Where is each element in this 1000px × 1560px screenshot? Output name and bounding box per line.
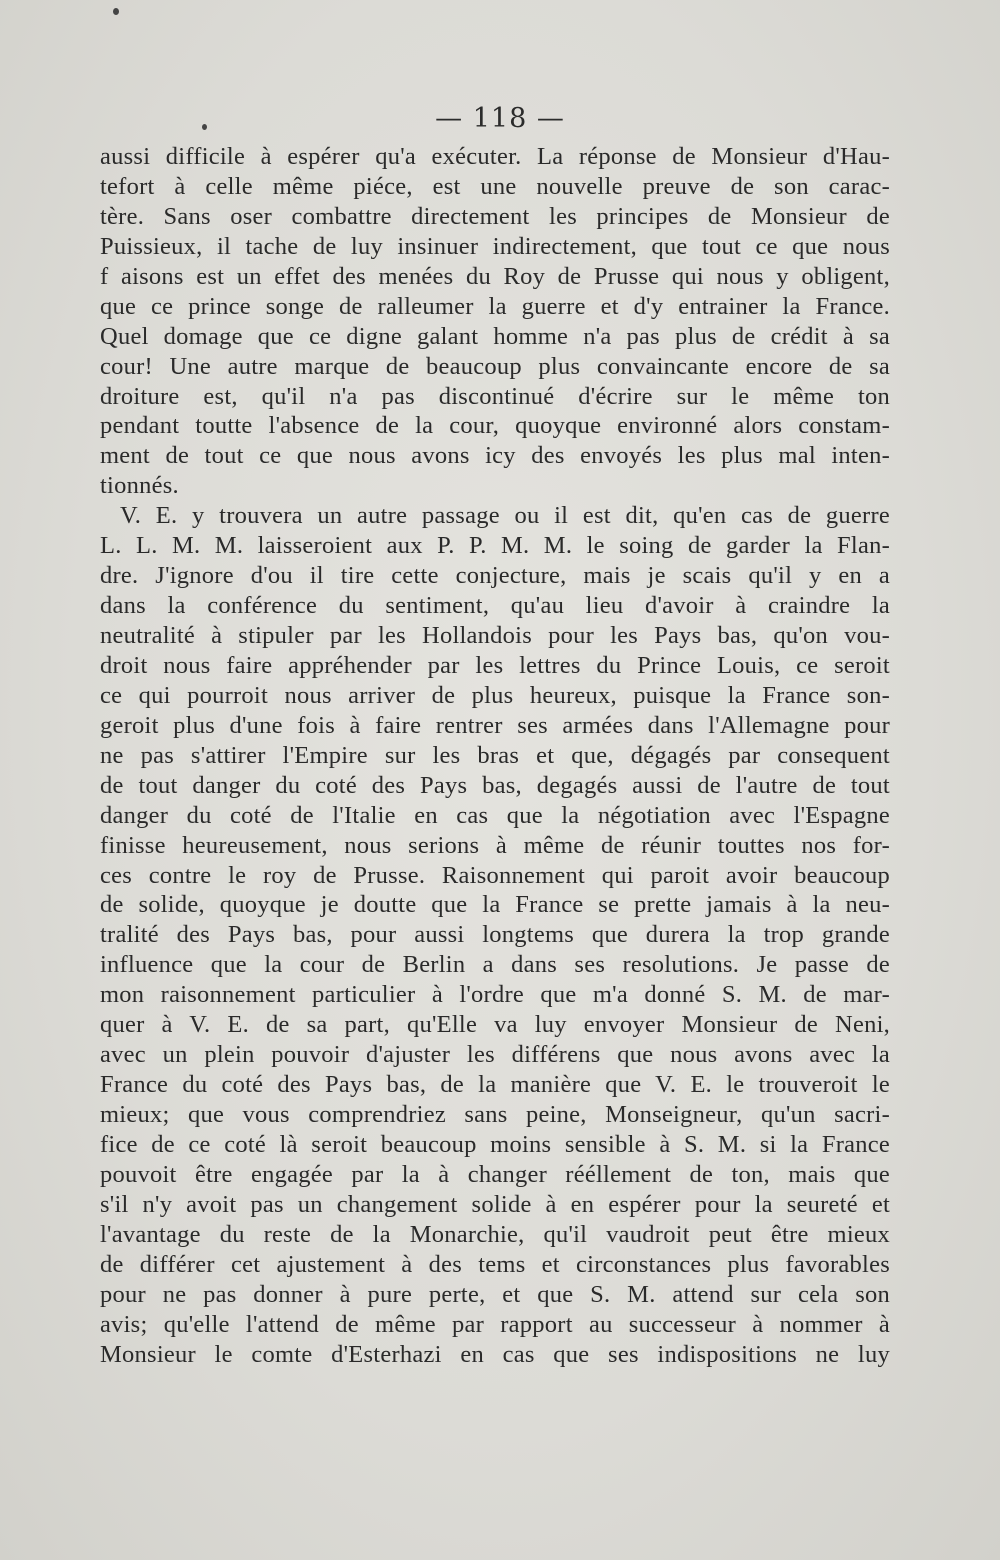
text-line: avis; qu'elle l'attend de même par rapport au successeur à nommer à [100,1310,890,1338]
text-line: ce qui pourroit nous arriver de plus heureux, puisque la France son- [100,681,890,709]
text-line: ment de tout ce que nous avons icy des envoyés les plus mal inten- [100,442,890,470]
text-line: f aisons est un effet des menées du Roy de Prusse qui nous y obligent, [100,262,890,290]
text-line: tralité des Pays bas, pour aussi longtems que durera la trop grande [100,921,890,949]
text-line: pour ne pas donner à pure perte, et que S. M. attend sur cela son [100,1280,890,1308]
text-line: de tout danger du coté des Pays bas, degagés aussi de l'autre de tout [100,771,890,799]
text-line: fice de ce coté là seroit beaucoup moins sensible à S. M. si la France [100,1130,890,1158]
text-line: Puissieux, il tache de luy insinuer indirectement, que tout ce que nous [100,232,890,260]
text-line: Quel domage que ce digne galant homme n'a pas plus de crédit à sa [100,322,890,350]
text-line: dre. J'ignore d'ou il tire cette conjecture, mais je scais qu'il y en a [100,562,890,590]
text-line: pouvoit être engagée par la à changer rééllement de ton, mais que [100,1160,890,1188]
text-line: ne pas s'attirer l'Empire sur les bras et que, dégagés par consequent [100,741,890,769]
text-line: de solide, quoyque je doutte que la France se prette jamais à la neu- [100,891,890,919]
body-text [100,142,890,1369]
text-line: avec un plein pouvoir d'ajuster les différens que nous avons avec la [100,1041,890,1069]
text-line: aussi difficile à espérer qu'a exécuter. La réponse de Monsieur d'Hau- [100,143,890,170]
text-line: quer à V. E. de sa part, qu'Elle va luy envoyer Monsieur de Neni, [100,1011,890,1039]
page-number: — 118 — [435,103,565,134]
text-line: influence que la cour de Berlin a dans ses resolutions. Je passe de [100,951,890,979]
text-line: tefort à celle même piéce, est une nouvelle preuve de son carac- [100,172,890,200]
text-line: cour! Une autre marque de beaucoup plus convaincante encore de sa [100,352,890,380]
text-line: que ce prince songe de ralleumer la guerre et d'y entrainer la France. [100,292,890,320]
text-line: tionnés. [100,472,179,500]
text-line: pendant toutte l'absence de la cour, quoyque environné alors constam- [100,412,890,440]
text-line: mon raisonnement particulier à l'ordre que m'a donné S. M. de mar- [100,981,890,1009]
text-line: Monsieur le comte d'Esterhazi en cas que ses indispositions ne luy [100,1340,890,1368]
text-line: V. E. y trouvera un autre passage ou il est dit, qu'en cas de guerre [120,502,890,530]
text-line: ces contre le roy de Prusse. Raisonnement qui paroit avoir beaucoup [100,861,890,889]
text-line: tère. Sans oser combattre directement les principes de Monsieur de [100,202,890,230]
text-line: s'il n'y avoit pas un changement solide à en espérer pour la seureté et [100,1190,890,1218]
text-line: finisse heureusement, nous serions à même de réunir touttes nos for- [100,831,890,859]
text-line: l'avantage du reste de la Monarchie, qu'il vaudroit peut être mieux [100,1220,890,1248]
text-line: dans la conférence du sentiment, qu'au lieu d'avoir à craindre la [100,592,890,620]
ink-speck [113,8,119,15]
text-line: danger du coté de l'Italie en cas que la négotiation avec l'Espagne [100,801,890,829]
text-line: de différer cet ajustement à des tems et circonstances plus favorables [100,1250,890,1278]
text-line: droiture est, qu'il n'a pas discontinué d'écrire sur le même ton [100,382,890,410]
text-line: neutralité à stipuler par les Hollandois pour les Pays bas, qu'on vou- [100,622,890,649]
text-line: droit nous faire appréhender par les lettres du Prince Louis, ce seroit [100,651,890,679]
text-line: geroit plus d'une fois à faire rentrer ses armées dans l'Allemagne pour [100,711,890,739]
text-line: France du coté des Pays bas, de la manière que V. E. le trouveroit le [100,1071,890,1099]
text-line: mieux; que vous comprendriez sans peine, Monseigneur, qu'un sacri- [100,1101,890,1128]
text-line: L. L. M. M. laisseroient aux P. P. M. M. le soing de garder la Flan- [100,532,890,560]
